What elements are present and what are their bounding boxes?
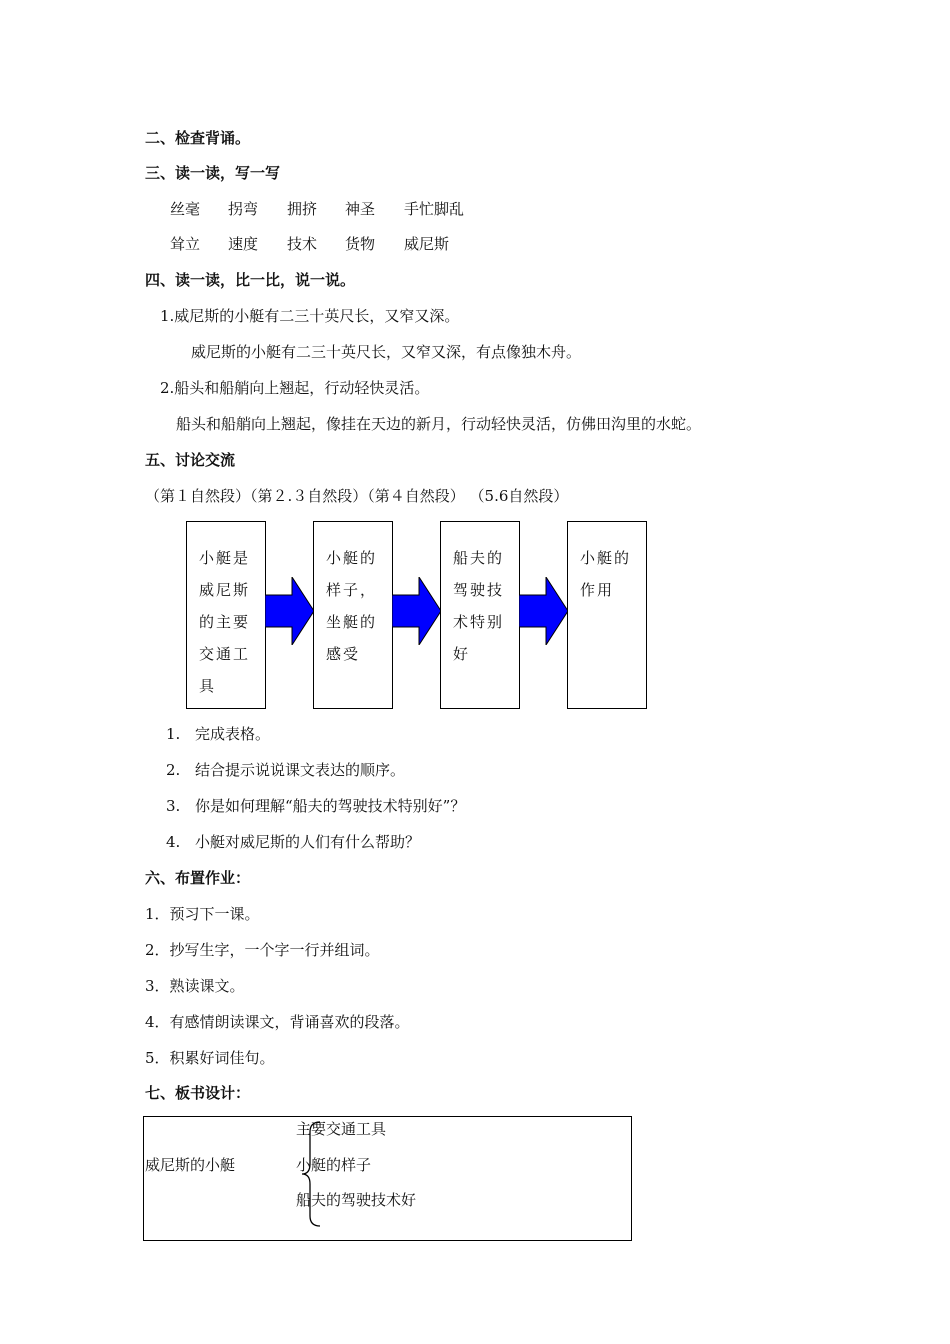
- box-line: 的主要: [199, 613, 251, 631]
- box-line: 威尼斯: [199, 581, 251, 599]
- blackboard-design: [143, 1116, 632, 1241]
- paragraph-labels: （第１自然段）（第２.３自然段）（第４自然段） （5.6自然段）: [145, 487, 569, 505]
- box-line: 船夫的: [453, 549, 505, 567]
- board-branch: 主要交通工具: [296, 1120, 387, 1138]
- homework-item: 1．预习下一课。: [145, 905, 260, 923]
- sentence-expanded: 船头和船艄向上翘起，像挂在天边的新月，行动轻快灵活，仿佛田沟里的水蛇。: [176, 415, 702, 433]
- word-item: 神圣: [345, 200, 376, 218]
- flow-box-2: [313, 521, 393, 709]
- board-branch: 船夫的驾驶技术好: [296, 1191, 417, 1209]
- box-line: 作用: [580, 581, 615, 599]
- right-arrow-icon: [392, 577, 442, 645]
- question-text: 你是如何理解“船夫的驾驶技术特别好”？: [195, 797, 466, 815]
- flow-box-4: [567, 521, 647, 709]
- word-item: 威尼斯: [404, 235, 450, 253]
- word-item: 速度: [228, 235, 259, 253]
- sentence: 1.威尼斯的小艇有二三十英尺长，又窄又深。: [160, 307, 460, 325]
- word-item: 丝毫: [170, 200, 201, 218]
- right-arrow-icon: [265, 577, 315, 645]
- board-main-topic: 威尼斯的小艇: [145, 1156, 236, 1174]
- box-line: 术特别: [453, 613, 505, 631]
- box-line: 具: [199, 677, 217, 695]
- homework-item: 3．熟读课文。: [145, 977, 245, 995]
- section-6-title: 六、布置作业：: [145, 869, 251, 887]
- section-7-title: 七、板书设计：: [145, 1084, 251, 1102]
- box-line: 感受: [326, 645, 361, 663]
- box-line: 样子，: [326, 581, 378, 599]
- question-text: 完成表格。: [195, 725, 271, 743]
- box-line: 坐艇的: [326, 613, 378, 631]
- homework-item: 4．有感情朗读课文，背诵喜欢的段落。: [145, 1013, 410, 1031]
- word-item: 耸立: [170, 235, 201, 253]
- word-item: 拐弯: [228, 200, 259, 218]
- homework-item: 2．抄写生字，一个字一行并组词。: [145, 941, 380, 959]
- sentence: 2.船头和船艄向上翘起，行动轻快灵活。: [160, 379, 430, 397]
- flow-box-3: [440, 521, 520, 709]
- section-2-title: 二、检查背诵。: [145, 129, 251, 147]
- question-text: 小艇对威尼斯的人们有什么帮助？: [195, 833, 421, 851]
- flow-box-1: [186, 521, 266, 709]
- box-line: 交通工: [199, 645, 251, 663]
- question-text: 结合提示说说课文表达的顺序。: [195, 761, 406, 779]
- right-arrow-icon: [519, 577, 569, 645]
- word-item: 技术: [287, 235, 318, 253]
- board-branch: 小艇的样子: [296, 1156, 372, 1174]
- homework-item: 5．积累好词佳句。: [145, 1049, 275, 1067]
- section-5-title: 五、讨论交流: [145, 451, 236, 469]
- box-line: 好: [453, 645, 471, 663]
- question-number: 3.: [166, 797, 181, 815]
- question-number: 4.: [166, 833, 181, 851]
- section-4-title: 四、读一读，比一比，说一说。: [145, 271, 356, 289]
- word-item: 手忙脚乱: [404, 200, 465, 218]
- box-line: 驾驶技: [453, 581, 505, 599]
- box-line: 小艇的: [326, 549, 378, 567]
- question-number: 2.: [166, 761, 181, 779]
- question-number: 1.: [166, 725, 181, 743]
- sentence-expanded: 威尼斯的小艇有二三十英尺长，又窄又深，有点像独木舟。: [191, 343, 582, 361]
- section-3-title: 三、读一读，写一写: [145, 164, 281, 182]
- word-item: 货物: [345, 235, 376, 253]
- word-item: 拥挤: [287, 200, 318, 218]
- box-line: 小艇的: [580, 549, 632, 567]
- box-line: 小艇是: [199, 549, 251, 567]
